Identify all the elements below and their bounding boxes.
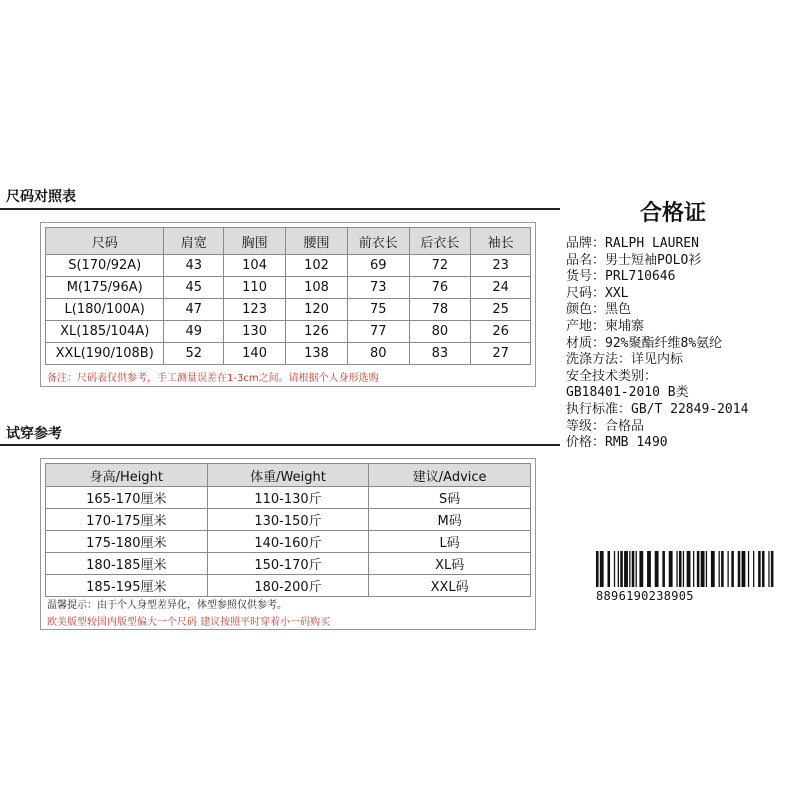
fit-reference-header-row (46, 464, 531, 487)
fit-reference-table (45, 463, 531, 597)
certificate-line-key: 等级： (566, 418, 606, 434)
barcode-bar (662, 551, 665, 587)
certificate-title: 合格证 (640, 200, 707, 226)
certificate-line-key: 品名： (566, 252, 606, 268)
certificate-line-value: GB/T 22849-2014 (631, 402, 749, 417)
barcode-bar (697, 551, 700, 587)
barcode-bar (701, 551, 705, 587)
certificate-line-key: 产地： (566, 319, 606, 334)
table-cell: 185-195厘米 (46, 575, 208, 597)
header-cell: 肩宽 (164, 228, 224, 255)
barcode (596, 551, 776, 587)
barcode-bar (618, 551, 619, 587)
table-cell: 180-185厘米 (46, 553, 208, 575)
table-cell: M码 (369, 509, 531, 531)
barcode-bar (679, 551, 682, 587)
table-cell: 80 (409, 321, 471, 343)
barcode-bar (647, 551, 651, 587)
header-cell: 身高/Height (46, 464, 208, 487)
certificate-line-key: 尺码： (566, 285, 606, 301)
certificate-line-value: 92%聚酯纤维8%氨纶 (605, 335, 723, 351)
table-cell: 180-200斤 (207, 575, 369, 597)
certificate-line-value: 柬埔寨 (605, 319, 645, 334)
barcode-bar (636, 551, 637, 587)
table-cell: 150-170斤 (207, 553, 369, 575)
table-cell: 27 (471, 343, 531, 365)
certificate-line-value: 男士短袖POLO衫 (605, 252, 702, 268)
fit-reference-title: 试穿参考 (6, 426, 62, 442)
certificate-line-value: GB18401-2010 B类 (566, 385, 689, 401)
table-cell: 45 (164, 277, 224, 299)
table-cell: 140-160斤 (207, 531, 369, 553)
table-row (46, 255, 531, 277)
table-row (46, 487, 531, 509)
table-cell: L码 (369, 531, 531, 553)
table-cell: 83 (409, 343, 471, 365)
barcode-bar (639, 551, 643, 587)
table-row (46, 277, 531, 299)
certificate-line-key: 颜色： (566, 302, 606, 318)
header-cell: 后衣长 (409, 228, 471, 255)
certificate-line-key: 执行标准： (566, 402, 632, 417)
table-cell: 126 (286, 321, 348, 343)
table-cell: 69 (347, 255, 409, 277)
table-cell: 108 (286, 277, 348, 299)
table-cell: 75 (347, 299, 409, 321)
fit-reference-note: 欧美版型较国内版型偏大一个尺码 建议按照平时穿着小一码购买 (47, 617, 331, 628)
barcode-number: 8896190238905 (596, 589, 694, 603)
table-cell: M(175/96A) (46, 277, 164, 299)
header-cell: 腰围 (286, 228, 348, 255)
table-cell: 130 (224, 321, 286, 343)
barcode-bar (620, 551, 623, 587)
table-cell: 80 (347, 343, 409, 365)
size-chart-panel (40, 222, 536, 387)
certificate-line-key: 安全技术类别： (566, 368, 658, 384)
barcode-bar (629, 551, 630, 587)
barcode-bar (768, 551, 769, 587)
table-row (46, 343, 531, 365)
certificate-line-value: 详见内标 (631, 352, 684, 368)
certificate-line-value: PRL710646 (605, 269, 676, 285)
barcode-bar (614, 551, 615, 587)
barcode-bar (753, 551, 754, 587)
table-cell: 120 (286, 299, 348, 321)
barcode-bar (706, 551, 707, 587)
table-cell: XL码 (369, 553, 531, 575)
table-cell: 138 (286, 343, 348, 365)
table-cell: 77 (347, 321, 409, 343)
table-cell: XXL(190/108B) (46, 343, 164, 365)
table-row (46, 553, 531, 575)
size-chart-divider (0, 208, 560, 210)
header-cell: 体重/Weight (207, 464, 369, 487)
certificate-line-value: XXL (605, 285, 629, 301)
barcode-bar (596, 551, 599, 587)
certificate-line-value: RALPH LAUREN (605, 236, 699, 251)
table-cell: 73 (347, 277, 409, 299)
header-cell: 尺码 (46, 228, 164, 255)
header-cell: 前衣长 (347, 228, 409, 255)
barcode-bar (771, 551, 774, 587)
barcode-bar (607, 551, 610, 587)
table-cell: 23 (471, 255, 531, 277)
barcode-bar (719, 551, 720, 587)
table-cell: 25 (471, 299, 531, 321)
barcode-bar (727, 551, 728, 587)
barcode-bar (683, 551, 684, 587)
certificate-line-key: 价格： (566, 435, 606, 451)
table-cell: 72 (409, 255, 471, 277)
fit-reference-panel (40, 458, 536, 630)
fit-reference-tip: 温馨提示：由于个人身型差异化，体型参照仅供参考。 (47, 600, 287, 611)
certificate-line-key: 品牌： (566, 236, 606, 251)
barcode-bar (721, 551, 724, 587)
barcode-bar (693, 551, 694, 587)
barcode-bar (762, 551, 765, 587)
table-cell: S码 (369, 487, 531, 509)
barcode-bar (600, 551, 604, 587)
certificate-line-value: RMB 1490 (605, 435, 668, 451)
table-row (46, 299, 531, 321)
size-chart-note: 备注：尺码表仅供参考，手工测量误差在1-3cm之间。请根据个人身形选购 (47, 373, 379, 384)
barcode-bar (655, 551, 659, 587)
table-cell: 102 (286, 255, 348, 277)
table-cell: L(180/100A) (46, 299, 164, 321)
fit-reference-divider (0, 444, 560, 446)
table-cell: 123 (224, 299, 286, 321)
table-cell: 76 (409, 277, 471, 299)
table-cell: 104 (224, 255, 286, 277)
barcode-bar (676, 551, 677, 587)
table-cell: XL(185/104A) (46, 321, 164, 343)
certificate-line (566, 431, 668, 450)
table-row (46, 321, 531, 343)
table-cell: 130-150斤 (207, 509, 369, 531)
table-cell: 140 (224, 343, 286, 365)
header-cell: 袖长 (471, 228, 531, 255)
table-cell: 165-170厘米 (46, 487, 208, 509)
table-cell: 110 (224, 277, 286, 299)
barcode-bar (624, 551, 628, 587)
size-chart-table (45, 227, 531, 365)
barcode-bar (731, 551, 734, 587)
barcode-bar (758, 551, 761, 587)
table-cell: S(170/92A) (46, 255, 164, 277)
size-chart-title: 尺码对照表 (6, 189, 76, 205)
table-cell: 52 (164, 343, 224, 365)
header-cell: 建议/Advice (369, 464, 531, 487)
table-cell: 110-130斤 (207, 487, 369, 509)
barcode-bar (632, 551, 635, 587)
certificate-line-key: 洗涤方法： (566, 352, 632, 368)
table-cell: 47 (164, 299, 224, 321)
header-cell: 胸围 (224, 228, 286, 255)
barcode-bar (687, 551, 691, 587)
barcode-bar (711, 551, 715, 587)
table-cell: 26 (471, 321, 531, 343)
barcode-bar (738, 551, 741, 587)
certificate-line-key: 货号： (566, 269, 606, 285)
table-row (46, 531, 531, 553)
certificate-line-key: 材质： (566, 335, 606, 351)
table-cell: 43 (164, 255, 224, 277)
barcode-bar (748, 551, 749, 587)
table-cell: 24 (471, 277, 531, 299)
table-cell: 170-175厘米 (46, 509, 208, 531)
table-row (46, 575, 531, 597)
table-row (46, 509, 531, 531)
table-cell: 78 (409, 299, 471, 321)
barcode-bar (669, 551, 673, 587)
table-cell: 49 (164, 321, 224, 343)
table-cell: 175-180厘米 (46, 531, 208, 553)
table-cell: XXL码 (369, 575, 531, 597)
certificate-line-value: 合格品 (605, 418, 645, 434)
certificate-line-value: 黑色 (605, 302, 632, 318)
size-chart-header-row (46, 228, 531, 255)
barcode-bar (742, 551, 746, 587)
